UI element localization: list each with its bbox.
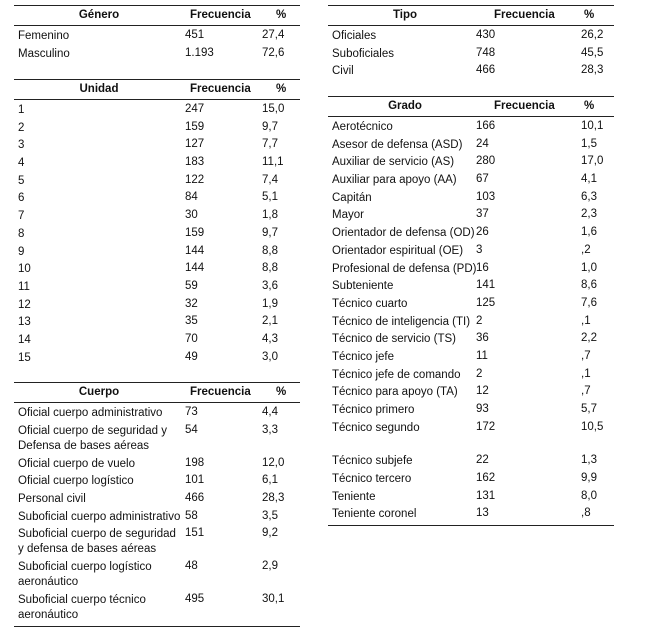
cell-percent: 8,6 <box>581 279 597 292</box>
cell-frecuencia: 430 <box>476 29 496 41</box>
cell-percent: 5,1 <box>262 191 278 204</box>
cell-frecuencia: 495 <box>185 593 205 606</box>
grado-table <box>328 96 614 526</box>
cell-percent: 1,9 <box>262 297 278 310</box>
cell-frecuencia: 748 <box>476 46 496 59</box>
cell-frecuencia: 73 <box>185 406 198 418</box>
cell-frecuencia: 35 <box>185 315 198 328</box>
cell-percent: 45,5 <box>581 46 604 59</box>
cell-frecuencia: 101 <box>185 474 205 487</box>
cell-label: 2 <box>18 121 25 134</box>
cell-label: Oficial cuerpo administrativo <box>18 407 163 419</box>
table-row <box>328 419 614 437</box>
cell-label: 12 <box>18 298 31 311</box>
cell-percent: 5,7 <box>581 403 597 415</box>
cell-label: Técnico subjefe <box>332 455 413 468</box>
cell-percent: ,2 <box>581 243 591 256</box>
cell-label: Personal civil <box>18 493 86 506</box>
unidad-header-row <box>14 80 300 100</box>
cell-label: Técnico tercero <box>332 473 412 486</box>
cell-percent: 3,0 <box>262 350 278 363</box>
cell-frecuencia: 22 <box>476 454 489 467</box>
table-row <box>328 27 614 45</box>
column-header-percent: % <box>276 9 287 21</box>
cell-frecuencia: 144 <box>185 262 205 275</box>
cell-label: Teniente <box>332 490 376 503</box>
cell-percent: ,1 <box>581 314 591 327</box>
cell-frecuencia: 36 <box>476 332 489 345</box>
cell-frecuencia: 2 <box>476 367 483 380</box>
cell-frecuencia: 131 <box>476 489 496 502</box>
cell-percent: 9,2 <box>262 527 278 540</box>
table-row <box>14 119 300 137</box>
cell-percent: ,7 <box>581 349 591 362</box>
table-row <box>14 349 300 367</box>
cell-label: Técnico segundo <box>332 421 420 434</box>
cell-frecuencia: 159 <box>185 226 205 239</box>
table-row <box>14 472 300 490</box>
cell-frecuencia: 37 <box>476 208 489 221</box>
table-row <box>328 488 614 506</box>
cell-percent: 7,4 <box>262 173 278 186</box>
cell-percent: 28,3 <box>581 64 604 77</box>
table-row <box>14 27 300 45</box>
cell-label: Asesor de defensa (ASD) <box>332 138 463 151</box>
cell-label: Orientador espiritual (OE) <box>332 244 464 257</box>
cell-percent: 8,8 <box>262 262 278 275</box>
table-row <box>14 591 300 624</box>
cell-percent: 17,0 <box>581 155 604 168</box>
cell-frecuencia: 30 <box>185 209 198 222</box>
cell-frecuencia: 70 <box>185 332 198 345</box>
cell-frecuencia: 144 <box>185 244 205 257</box>
column-header-frecuencia: Frecuencia <box>190 386 251 398</box>
cell-frecuencia: 48 <box>185 560 198 573</box>
cell-label: 6 <box>18 192 25 205</box>
cell-label: 8 <box>18 227 25 240</box>
cell-label: 14 <box>18 333 31 346</box>
cell-frecuencia: 122 <box>185 173 205 186</box>
cell-percent: 2,9 <box>262 560 278 573</box>
table-row <box>328 45 614 63</box>
cell-percent: 72,6 <box>262 46 285 59</box>
table-row <box>328 62 614 80</box>
table-row <box>14 154 300 172</box>
table-row <box>14 172 300 190</box>
column-header-percent: % <box>276 386 287 398</box>
cell-label: 5 <box>18 174 25 187</box>
cell-percent: 27,4 <box>262 29 285 41</box>
table-row <box>328 295 614 313</box>
cell-label: Capitán <box>332 191 372 204</box>
table-row <box>328 366 614 384</box>
table-row <box>328 260 614 278</box>
cell-label: Subteniente <box>332 280 394 293</box>
cell-label: 15 <box>18 351 31 364</box>
cell-percent: 2,1 <box>262 315 278 328</box>
column-header-frecuencia: Frecuencia <box>494 100 555 112</box>
cell-label: Auxiliar para apoyo (AA) <box>332 174 457 187</box>
column-header-percent: % <box>584 9 595 21</box>
cell-frecuencia: 67 <box>476 173 489 186</box>
cell-label: Auxiliar de servicio (AS) <box>332 156 455 169</box>
cell-label: Aerotécnico <box>332 121 393 133</box>
table-row <box>328 153 614 171</box>
cell-label: Femenino <box>18 30 70 42</box>
cell-label: Oficial cuerpo de vuelo <box>18 457 135 470</box>
table-row <box>14 207 300 225</box>
cell-percent: 4,1 <box>581 173 597 186</box>
cell-label: 9 <box>18 245 25 258</box>
column-header-label: Género <box>78 9 120 21</box>
cell-label: Oficiales <box>332 30 377 42</box>
cell-frecuencia: 1.193 <box>185 46 214 59</box>
cell-percent: 10,5 <box>581 420 604 433</box>
table-row <box>14 331 300 349</box>
cell-frecuencia: 451 <box>185 29 205 41</box>
table-row <box>14 296 300 314</box>
cell-label: Técnico de inteligencia (TI) <box>332 315 471 328</box>
cell-percent: 1,8 <box>262 209 278 222</box>
cell-frecuencia: 12 <box>476 385 489 398</box>
cell-label: Mayor <box>332 209 364 222</box>
cell-label: Suboficial cuerpo técnico aeronáutico <box>18 594 146 622</box>
cell-frecuencia: 466 <box>185 492 205 505</box>
cell-percent: 9,9 <box>581 472 597 485</box>
table-row <box>328 452 614 470</box>
cell-percent: 4,3 <box>262 332 278 345</box>
cell-frecuencia: 141 <box>476 279 496 292</box>
cell-frecuencia: 159 <box>185 120 205 133</box>
cell-frecuencia: 166 <box>476 120 496 132</box>
cell-percent: 1,5 <box>581 137 597 150</box>
column-header-label: Tipo <box>392 9 418 21</box>
cell-percent: 4,4 <box>262 406 278 418</box>
table-row <box>14 508 300 526</box>
cell-frecuencia: 151 <box>185 527 205 540</box>
table-row <box>328 118 614 136</box>
cell-frecuencia: 54 <box>185 423 198 436</box>
cell-frecuencia: 3 <box>476 243 483 256</box>
genero-header-row <box>14 6 300 26</box>
cell-label: Suboficial cuerpo administrativo <box>18 510 181 523</box>
column-header-percent: % <box>584 100 595 112</box>
cell-percent: 6,3 <box>581 190 597 203</box>
table-row <box>14 455 300 473</box>
table-row <box>14 278 300 296</box>
table-row <box>14 313 300 331</box>
cell-label: Técnico jefe <box>332 350 395 363</box>
table-row <box>14 225 300 243</box>
cell-percent: 2,2 <box>581 332 597 345</box>
cell-frecuencia: 172 <box>476 420 496 433</box>
cell-percent: 1,6 <box>581 226 597 239</box>
cell-label: Profesional de defensa (PD) <box>332 262 477 275</box>
table-row <box>328 224 614 242</box>
table-row <box>328 242 614 260</box>
column-header-label: Unidad <box>79 83 119 95</box>
cell-percent: 8,0 <box>581 489 597 502</box>
cell-percent: 1,3 <box>581 454 597 467</box>
column-header-percent: % <box>276 83 287 95</box>
cell-label: Técnico para apoyo (TA) <box>332 386 458 399</box>
table-row <box>14 404 300 422</box>
cell-percent: ,1 <box>581 367 591 380</box>
cell-label: Civil <box>332 65 354 78</box>
table-row <box>14 422 300 455</box>
cell-frecuencia: 198 <box>185 456 205 469</box>
cell-percent: 7,7 <box>262 138 278 151</box>
cell-percent: 3,5 <box>262 509 278 522</box>
cell-label: 3 <box>18 139 25 152</box>
table-row <box>328 383 614 401</box>
cell-frecuencia: 2 <box>476 314 483 327</box>
cell-percent: 9,7 <box>262 120 278 133</box>
cell-label: 13 <box>18 316 31 329</box>
table-row <box>328 136 614 154</box>
table-row <box>328 171 614 189</box>
cell-percent: 8,8 <box>262 244 278 257</box>
table-row <box>14 558 300 591</box>
cell-frecuencia: 93 <box>476 403 489 415</box>
tipo-table <box>328 5 614 80</box>
cell-frecuencia: 11 <box>476 349 488 362</box>
cell-frecuencia: 125 <box>476 296 496 309</box>
cell-percent: 2,3 <box>581 208 597 221</box>
cell-frecuencia: 24 <box>476 137 489 150</box>
cell-percent: 7,6 <box>581 296 597 309</box>
cell-label: 10 <box>18 263 31 276</box>
cell-frecuencia: 49 <box>185 350 198 363</box>
table-row <box>328 330 614 348</box>
cell-frecuencia: 16 <box>476 261 489 274</box>
cell-percent: 28,3 <box>262 492 285 505</box>
table-row <box>328 505 614 523</box>
table-row <box>328 470 614 488</box>
cell-frecuencia: 32 <box>185 297 198 310</box>
cell-label: Suboficial cuerpo logístico aeronáutico <box>18 561 152 589</box>
cell-percent: 6,1 <box>262 474 278 487</box>
cell-label: Masculino <box>18 47 70 60</box>
cell-frecuencia: 58 <box>185 509 198 522</box>
cell-percent: 26,2 <box>581 29 604 41</box>
cell-frecuencia: 59 <box>185 279 198 292</box>
table-row <box>14 101 300 119</box>
table-row <box>328 206 614 224</box>
cell-frecuencia: 183 <box>185 156 205 169</box>
cuerpo-table <box>14 382 300 627</box>
column-header-frecuencia: Frecuencia <box>494 9 555 21</box>
cell-label: Oficial cuerpo de seguridad y Defensa de bases aéreas <box>18 424 167 452</box>
cuerpo-header-row <box>14 383 300 403</box>
cell-label: Oficial cuerpo logístico <box>18 475 134 488</box>
cell-percent: 3,6 <box>262 279 278 292</box>
cell-frecuencia: 84 <box>185 191 198 204</box>
cell-percent: 15,0 <box>262 103 285 115</box>
cell-label: Técnico jefe de comando <box>332 368 461 381</box>
cell-label: 11 <box>18 280 30 293</box>
table-row <box>14 243 300 261</box>
cell-label: Técnico cuarto <box>332 297 408 310</box>
grado-header-row <box>328 97 614 117</box>
cell-frecuencia: 466 <box>476 64 496 77</box>
column-header-label: Grado <box>388 100 422 112</box>
cell-frecuencia: 26 <box>476 226 489 239</box>
table-row <box>328 313 614 331</box>
cell-percent: 11,1 <box>262 156 284 169</box>
cell-percent: 30,1 <box>262 593 285 606</box>
column-header-label: Cuerpo <box>78 386 120 398</box>
cell-label: 1 <box>18 104 25 116</box>
cell-label: Suboficiales <box>332 47 395 60</box>
cell-percent: ,8 <box>581 507 591 520</box>
table-row <box>14 525 300 558</box>
table-row <box>328 348 614 366</box>
table-row <box>328 277 614 295</box>
cell-label: Técnico primero <box>332 404 415 416</box>
cell-label: Teniente coronel <box>332 508 417 521</box>
cell-frecuencia: 247 <box>185 103 205 115</box>
cell-frecuencia: 13 <box>476 507 489 520</box>
cell-label: Suboficial cuerpo de seguridad y defensa de bases aéreas <box>18 528 176 556</box>
cell-percent: 12,0 <box>262 456 285 469</box>
column-header-frecuencia: Frecuencia <box>190 9 251 21</box>
cell-label: Técnico de servicio (TS) <box>332 333 456 346</box>
cell-label: 4 <box>18 157 25 170</box>
table-row <box>328 401 614 419</box>
cell-percent: 1,0 <box>581 261 597 274</box>
table-row <box>328 189 614 207</box>
cell-percent: 3,3 <box>262 423 278 436</box>
cell-label: 7 <box>18 210 25 223</box>
table-row <box>14 189 300 207</box>
cell-percent: ,7 <box>581 385 591 398</box>
cell-frecuencia: 280 <box>476 155 496 168</box>
cell-percent: 10,1 <box>581 120 604 132</box>
column-header-frecuencia: Frecuencia <box>190 83 251 95</box>
cell-label: Orientador de defensa (OD) <box>332 227 475 240</box>
genero-table <box>14 5 300 62</box>
table-row <box>14 136 300 154</box>
table-row <box>14 490 300 508</box>
cell-percent: 9,7 <box>262 226 278 239</box>
table-row <box>14 45 300 63</box>
tipo-header-row <box>328 6 614 26</box>
cell-frecuencia: 103 <box>476 190 496 203</box>
unidad-table <box>14 79 300 366</box>
table-row <box>14 260 300 278</box>
cell-frecuencia: 127 <box>185 138 205 151</box>
cell-frecuencia: 162 <box>476 472 496 485</box>
